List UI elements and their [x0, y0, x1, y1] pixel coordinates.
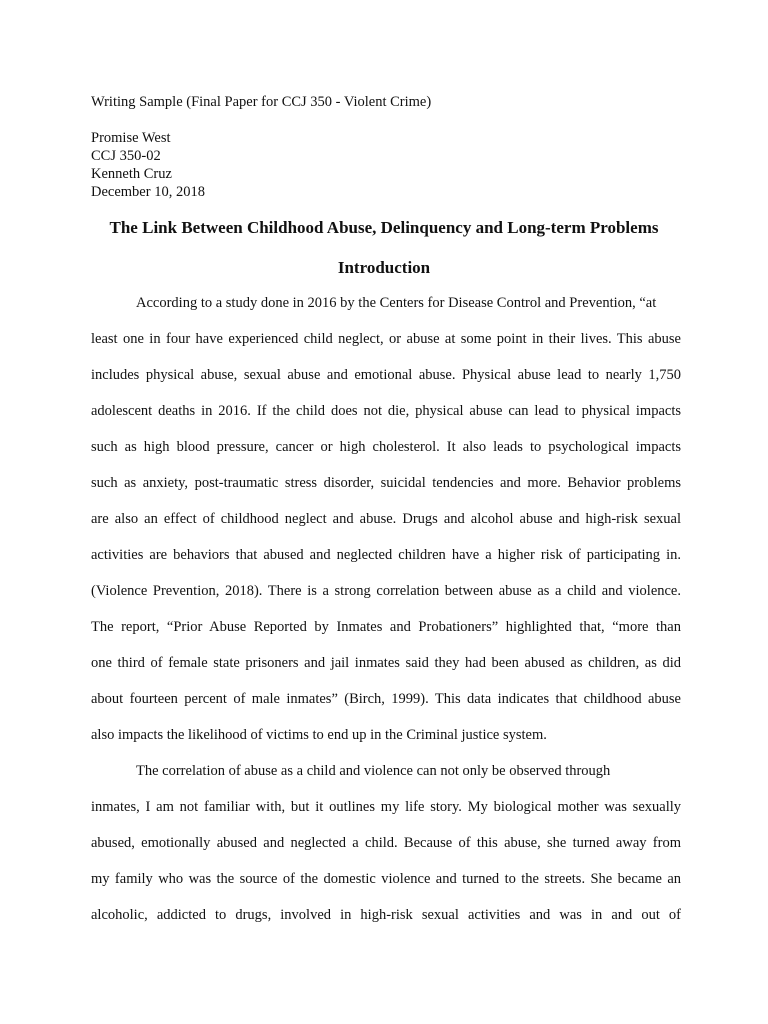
text-line: inmates, I am not familiar with, but it outlines my life story. My biological mother was sexually	[91, 799, 681, 815]
text-line: (Violence Prevention, 2018). There is a strong correlation between abuse as a child and violence.	[91, 583, 681, 599]
text-line: my family who was the source of the domestic violence and turned to the streets. She became an	[91, 871, 681, 887]
text-line: one third of female state prisoners and jail inmates said they had been abused as children, as did	[91, 655, 681, 671]
text-line: activities are behaviors that abused and neglected children have a higher risk of participating in.	[91, 547, 681, 563]
paper-date: December 10, 2018	[91, 184, 205, 200]
text-line: abused, emotionally abused and neglected a child. Because of this abuse, she turned away from	[91, 835, 681, 851]
writing-sample-label: Writing Sample (Final Paper for CCJ 350 - Violent Crime)	[91, 94, 432, 110]
text-line: least one in four have experienced child neglect, or abuse at some point in their lives. This abuse	[91, 331, 681, 347]
paper-title: The Link Between Childhood Abuse, Delinquency and Long-term Problems	[109, 218, 659, 237]
text-line: The report, “Prior Abuse Reported by Inmates and Probationers” highlighted that, “more than	[91, 619, 681, 635]
text-line: includes physical abuse, sexual abuse and emotional abuse. Physical abuse lead to nearly 1,750	[91, 367, 681, 383]
section-heading-introduction: Introduction	[337, 258, 431, 277]
text-line: such as high blood pressure, cancer or high cholesterol. It also leads to psychological impacts	[91, 439, 681, 455]
text-line: such as anxiety, post-traumatic stress disorder, suicidal tendencies and more. Behavior problems	[91, 475, 681, 491]
text-line: alcoholic, addicted to drugs, involved in high-risk sexual activities and was in and out of	[91, 907, 681, 923]
text-line: are also an effect of childhood neglect and abuse. Drugs and alcohol abuse and high-risk sexual	[91, 511, 681, 527]
text-line: also impacts the likelihood of victims to end up in the Criminal justice system.	[91, 727, 547, 743]
text-line: about fourteen percent of male inmates” (Birch, 1999). This data indicates that childhood abuse	[91, 691, 681, 707]
text-line: According to a study done in 2016 by the Centers for Disease Control and Prevention, “at	[136, 295, 657, 311]
course-code: CCJ 350-02	[91, 148, 161, 164]
text-line: The correlation of abuse as a child and violence can not only be observed through	[136, 763, 611, 779]
author-name: Promise West	[91, 130, 171, 146]
instructor-name: Kenneth Cruz	[91, 166, 172, 182]
header-spacer	[91, 111, 691, 129]
text-line: adolescent deaths in 2016. If the child does not die, physical abuse can lead to physical impacts	[91, 403, 681, 419]
paper-header	[91, 93, 691, 201]
paper-body	[91, 292, 681, 940]
